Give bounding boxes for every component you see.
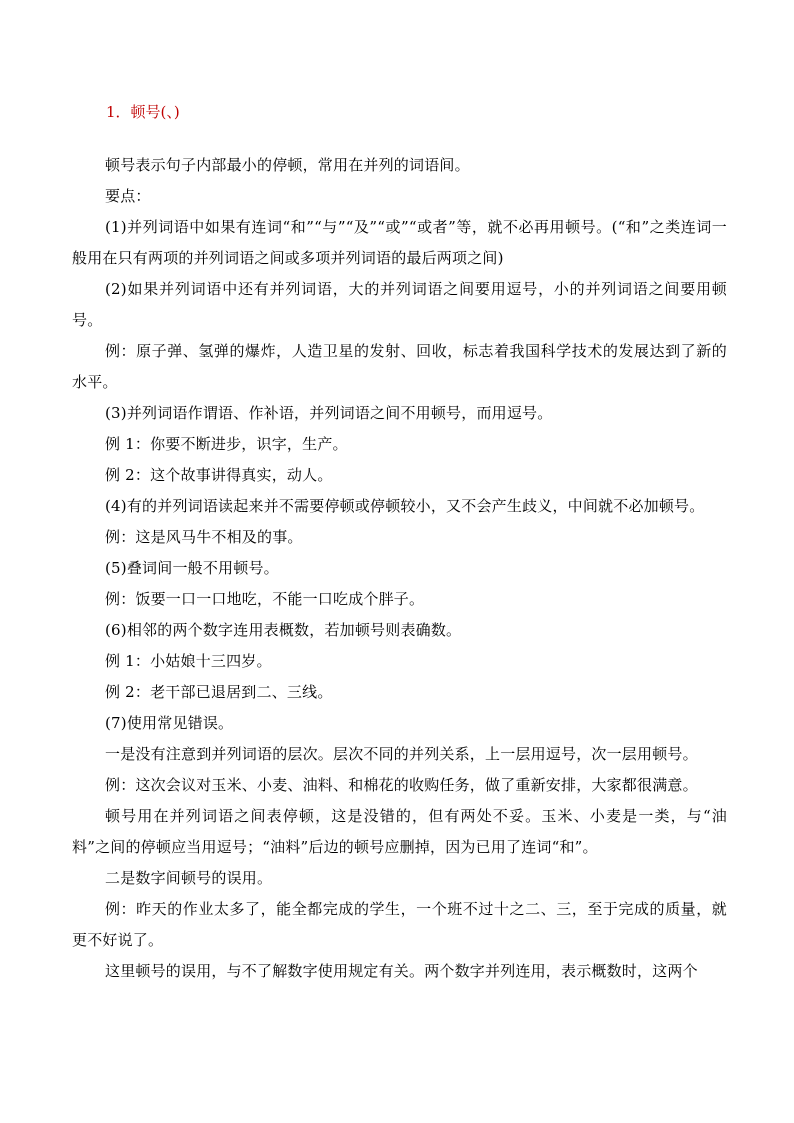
paragraph-rule-1: (1)并列词语中如果有连词“和”“与”“及”“或”“或者”等，就不必再用顿号。(“和”之类连词一般用在只有两项的并列词语之间或多项并列词语的最后两项之间): [72, 218, 727, 267]
paragraph-rule-3-example-1: 例 1：你要不断进步，识字，生产。: [105, 435, 348, 453]
paragraph-error-1: 一是没有注意到并列词语的层次。层次不同的并列关系，上一层用逗号，次一层用顿号。: [105, 745, 698, 763]
paragraph-error-1-explanation: 顿号用在并列词语之间表停顿，这是没错的，但有两处不妥。玉米、小麦是一类，与“油料”之间的停顿应当用逗号；“油料”后边的顿号应删掉，因为已用了连词“和”。: [72, 807, 727, 856]
document-body: [72, 150, 727, 987]
paragraph-rule-3-example-2: 例 2：这个故事讲得真实，动人。: [105, 466, 333, 484]
section-heading: 1．顿号(、): [106, 103, 180, 121]
paragraph-rule-4-example: 例：这是风马牛不相及的事。: [105, 528, 303, 546]
paragraph-error-2: 二是数字间顿号的误用。: [105, 869, 273, 887]
paragraph-rule-6-example-1: 例 1：小姑娘十三四岁。: [105, 652, 272, 670]
paragraph-error-2-explanation: 这里顿号的误用，与不了解数字使用规定有关。两个数字并列连用，表示概数时，这两个: [105, 962, 698, 980]
paragraph-rule-7: (7)使用常见错误。: [105, 714, 234, 732]
paragraph-error-2-example: 例：昨天的作业太多了，能全都完成的学生，一个班不过十之二、三，至于完成的质量，就更不好说了。: [72, 900, 727, 949]
paragraph-error-1-example: 例：这次会议对玉米、小麦、油料、和棉花的收购任务，做了重新安排，大家都很满意。: [105, 776, 698, 794]
paragraph-rule-6: (6)相邻的两个数字连用表概数，若加顿号则表确数。: [105, 621, 462, 639]
paragraph-rule-5: (5)叠词间一般不用顿号。: [105, 559, 279, 577]
paragraph-rule-4: (4)有的并列词语读起来并不需要停顿或停顿较小，又不会产生歧义，中间就不必加顿号。: [105, 497, 705, 515]
paragraph-rule-6-example-2: 例 2：老干部已退居到二、三线。: [105, 683, 333, 701]
paragraph-key-points-label: 要点：: [105, 187, 151, 205]
paragraph-rule-3: (3)并列词语作谓语、作补语，并列词语之间不用顿号，而用逗号。: [105, 404, 553, 422]
paragraph-rule-5-example: 例：饭要一口一口地吃，不能一口吃成个胖子。: [105, 590, 425, 608]
paragraph-rule-2-example: 例：原子弹、氢弹的爆炸，人造卫星的发射、回收，标志着我国科学技术的发展达到了新的水平。: [72, 342, 727, 391]
paragraph-definition: 顿号表示句子内部最小的停顿，常用在并列的词语间。: [105, 156, 470, 174]
paragraph-rule-2: (2)如果并列词语中还有并列词语，大的并列词语之间要用逗号，小的并列词语之间要用顿号。: [72, 280, 727, 329]
